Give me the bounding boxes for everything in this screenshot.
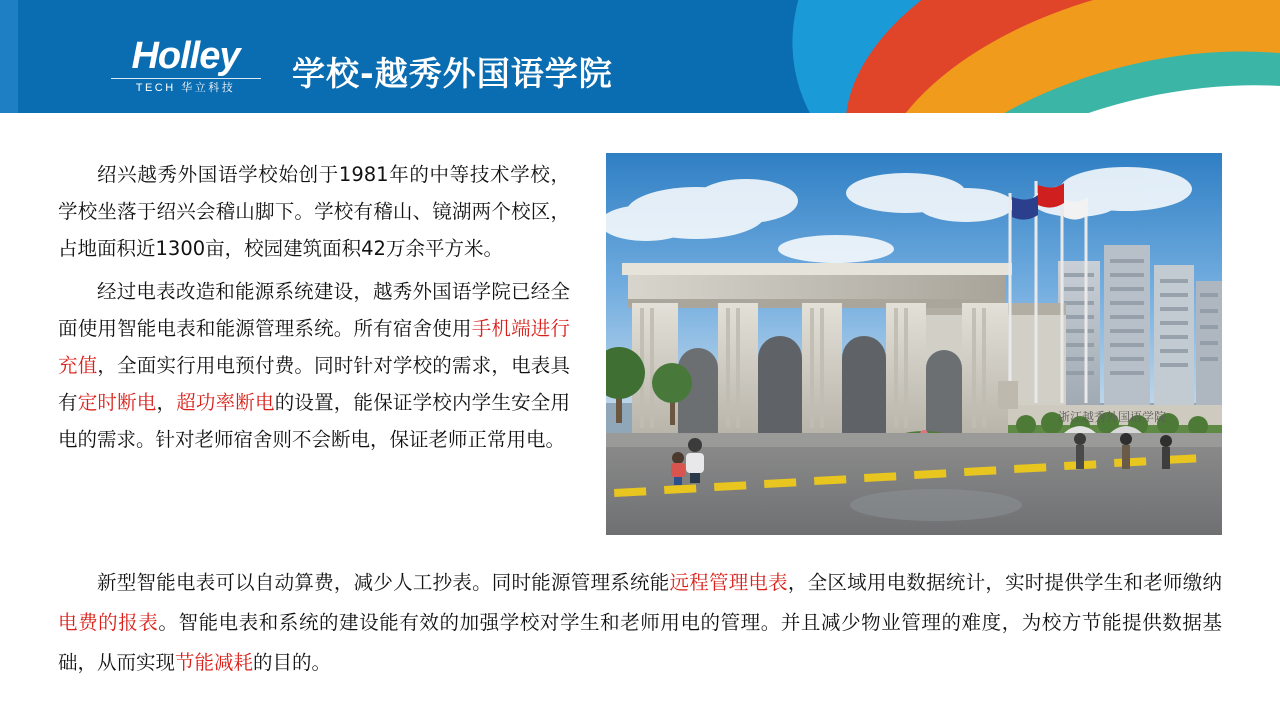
paragraph-school-intro: 绍兴越秀外国语学校始创于1981年的中等技术学校，学校坐落于绍兴会稽山脚下。学校有稽山、镜湖两个校区，占地面积近1300亩，校园建筑面积42万余平方米。 [58, 163, 570, 260]
campus-gate-photo [606, 153, 1222, 535]
highlighted-text: 节能减耗 [175, 651, 254, 674]
header-left-strip [0, 0, 18, 113]
logo-subtitle: TECH 华立科技 [135, 82, 236, 94]
text-run: 新型智能电表可以自动算费，减少人工抄表。同时能源管理系统能 [97, 571, 670, 594]
text-run: 的设置，能保证学校内学生安全用电的需求。针对老师宿舍则不会断电，保证老师正常用电。 [58, 391, 570, 451]
paragraph-smart-meter-benefits [58, 563, 1222, 683]
text-run: 的目的。 [253, 651, 332, 674]
company-logo [108, 36, 263, 95]
highlighted-text: 超功率断电 [176, 391, 275, 414]
highlighted-text: 定时断电 [77, 391, 157, 414]
text-run: ，全区域用电数据统计，实时提供学生和老师缴纳 [787, 571, 1222, 594]
left-text-column [58, 156, 570, 458]
logo-wordmark: Holley [131, 35, 240, 77]
logo-divider [111, 78, 261, 79]
text-run: 。智能电表和系统的建设能有效的加强学校对学生和老师用电的管理。并且减少物业管理的难度，为校方节能提供数据基础，从而实现 [58, 611, 1222, 674]
campus-gate-illustration [606, 153, 1222, 535]
highlighted-text: 远程管理电表 [669, 571, 788, 594]
gate-name-text: 浙江越秀外国语学院 [1058, 410, 1167, 424]
slide-header [0, 0, 1280, 113]
text-run: ， [156, 391, 177, 414]
page-title: 学校-越秀外国语学院 [292, 54, 613, 93]
paragraph-meter-upgrade [58, 273, 570, 458]
slide-body [0, 113, 1280, 720]
text-run: ，全面实行用电预付费。同时针对学校的需求，电表具有 [58, 354, 570, 414]
highlighted-text: 电费的报表 [58, 611, 159, 634]
highlighted-text: 手机端进行充值 [58, 317, 570, 377]
text-run: 经过电表改造和能源系统建设，越秀外国语学院已经全面使用智能电表和能源管理系统。所有宿舍使用 [58, 280, 570, 340]
